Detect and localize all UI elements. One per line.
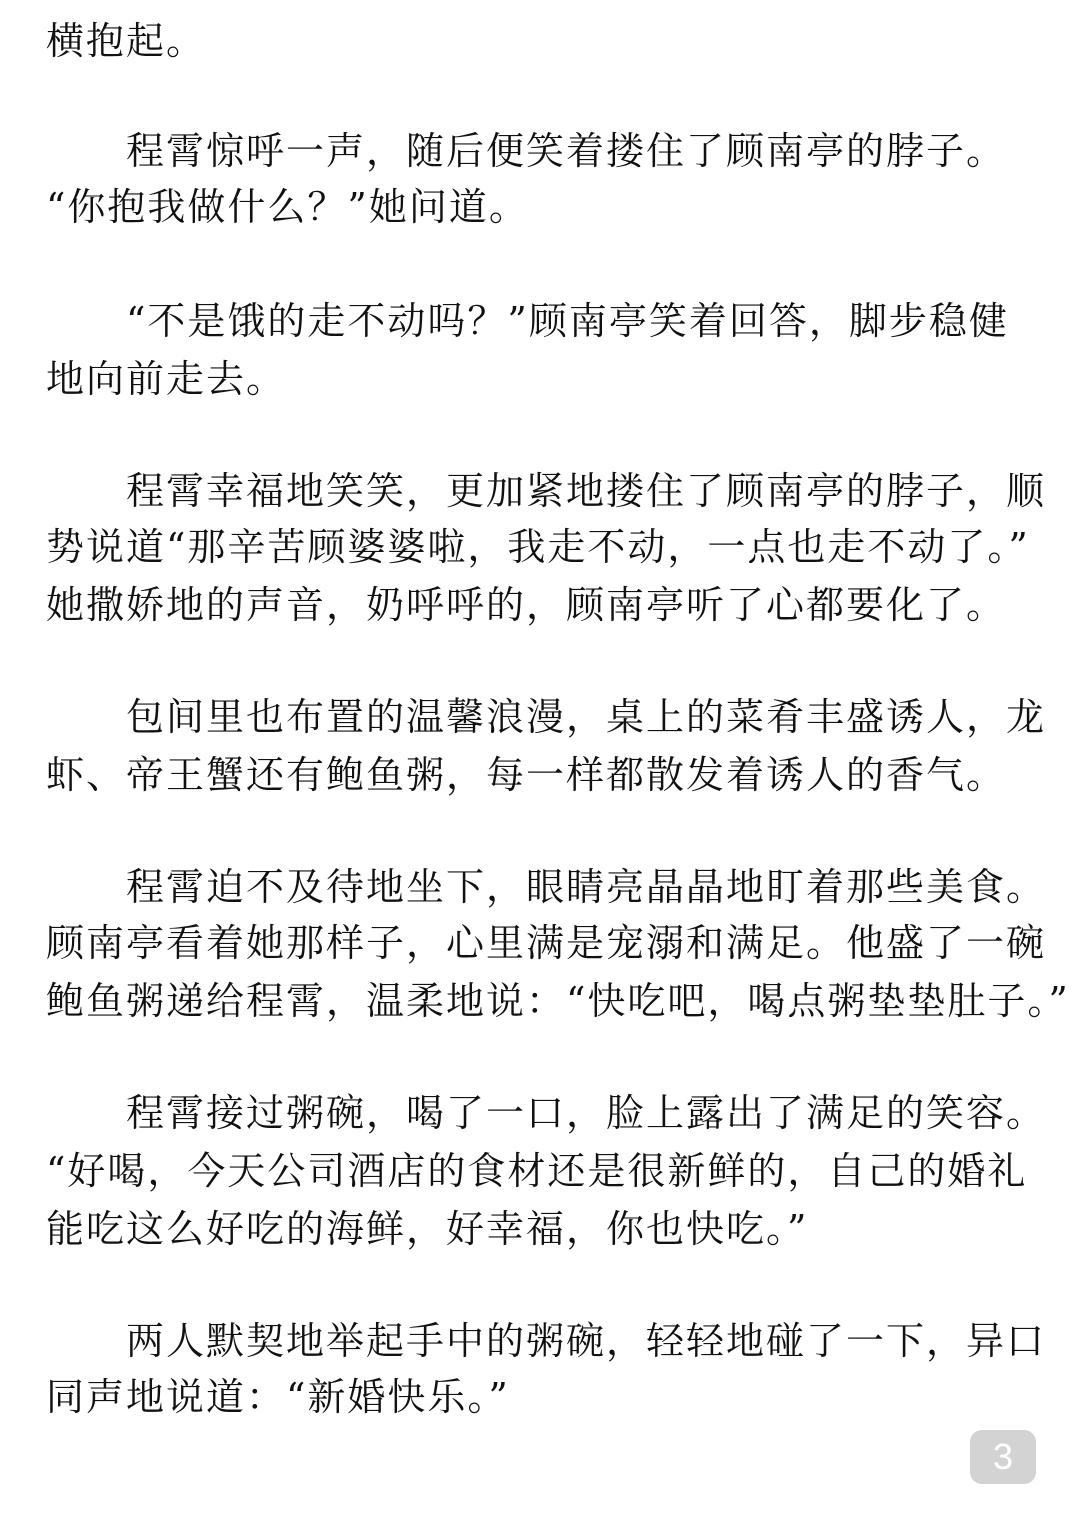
text-line: 能吃这么好吃的海鲜，好幸福，你也快吃。” [46,1207,809,1251]
text-line: 包间里也布置的温馨浪漫，桌上的菜肴丰盛诱人，龙 [46,695,1047,739]
text-line: 程霄幸福地笑笑，更加紧地搂住了顾南亭的脖子，顺 [46,469,1047,513]
text-line: 她撒娇地的声音，奶呼呼的，顾南亭听了心都要化了。 [46,583,1007,627]
text-line: 地向前走去。 [46,357,287,401]
text-line: 程霄惊呼一声，随后便笑着搂住了顾南亭的脖子。 [46,129,1007,173]
text-line: 势说道“那辛苦顾婆婆啦，我走不动，一点也走不动了。” [46,525,1030,569]
text-line: 顾南亭看着她那样子，心里满是宠溺和满足。他盛了一碗 [46,921,1047,965]
text-line: 两人默契地举起手中的粥碗，轻轻地碰了一下，异口 [46,1319,1047,1363]
text-line: “你抱我做什么？”她问道。 [46,185,529,229]
text-line: “好喝，今天公司酒店的食材还是很新鲜的，自己的婚礼 [46,1149,1028,1193]
text-line: 同声地说道：“新婚快乐。” [46,1375,510,1419]
text-line: 鲍鱼粥递给程霄，温柔地说：“快吃吧，喝点粥垫垫肚子。” [46,979,1070,1023]
text-line: 程霄接过粥碗，喝了一口，脸上露出了满足的笑容。 [46,1091,1047,1135]
text-line: 程霄迫不及待地坐下，眼睛亮晶晶地盯着那些美食。 [46,865,1047,909]
page-number-badge: 3 [970,1430,1036,1484]
text-line: “不是饿的走不动吗？”顾南亭笑着回答，脚步稳健 [46,299,1009,343]
text-line: 横抱起。 [46,19,207,63]
text-line: 虾、帝王蟹还有鲍鱼粥，每一样都散发着诱人的香气。 [46,753,1007,797]
